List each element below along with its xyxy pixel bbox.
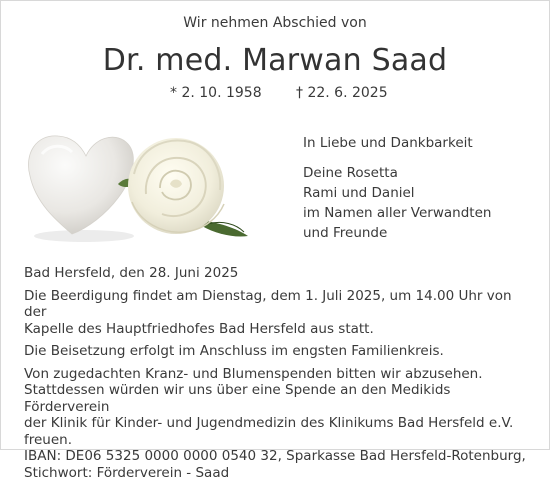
signature-line: im Namen aller Verwandten	[303, 203, 491, 223]
closing-lead: In Liebe und Dankbarkeit	[303, 133, 491, 153]
donation-line: Stichwort: Förderverein - Saad	[24, 465, 534, 481]
donation-line: der Klinik für Kinder- und Jugendmedizin des Klinikums Bad Hersfeld e.V. freuen.	[24, 415, 534, 448]
deceased-name: Dr. med. Marwan Saad	[0, 42, 550, 80]
signature-line: Rami und Daniel	[303, 183, 491, 203]
intro-line: Wir nehmen Abschied von	[0, 14, 550, 32]
birth-date: * 2. 10. 1958	[170, 84, 262, 102]
signature-line: Deine Rosetta	[303, 163, 491, 183]
signature-line: und Freunde	[303, 223, 491, 243]
place-date: Bad Hersfeld, den 28. Juni 2025	[24, 265, 534, 282]
white-rose-image	[118, 138, 248, 237]
funeral-line: Die Beerdigung findet am Dienstag, dem 1. Juli 2025, um 14.00 Uhr von der	[24, 288, 534, 321]
death-date: † 22. 6. 2025	[296, 84, 388, 102]
funeral-line: Kapelle des Hauptfriedhofes Bad Hersfeld aus statt.	[24, 321, 534, 338]
urn-burial-line: Die Beisetzung erfolgt im Anschluss im engsten Familienkreis.	[24, 343, 534, 360]
donation-line: Von zugedachten Kranz- und Blumenspenden bitten wir abzusehen.	[24, 366, 534, 383]
notice-body	[24, 265, 534, 481]
donation-line: Stattdessen würden wir uns über eine Spende an den Medikids Förderverein	[24, 382, 534, 415]
closing-signature	[303, 133, 491, 243]
heart-and-rose-photo	[22, 124, 268, 248]
donation-line: IBAN: DE06 5325 0000 0000 0540 32, Sparkasse Bad Hersfeld-Rotenburg,	[24, 448, 534, 465]
heart-stone-image	[28, 136, 134, 242]
